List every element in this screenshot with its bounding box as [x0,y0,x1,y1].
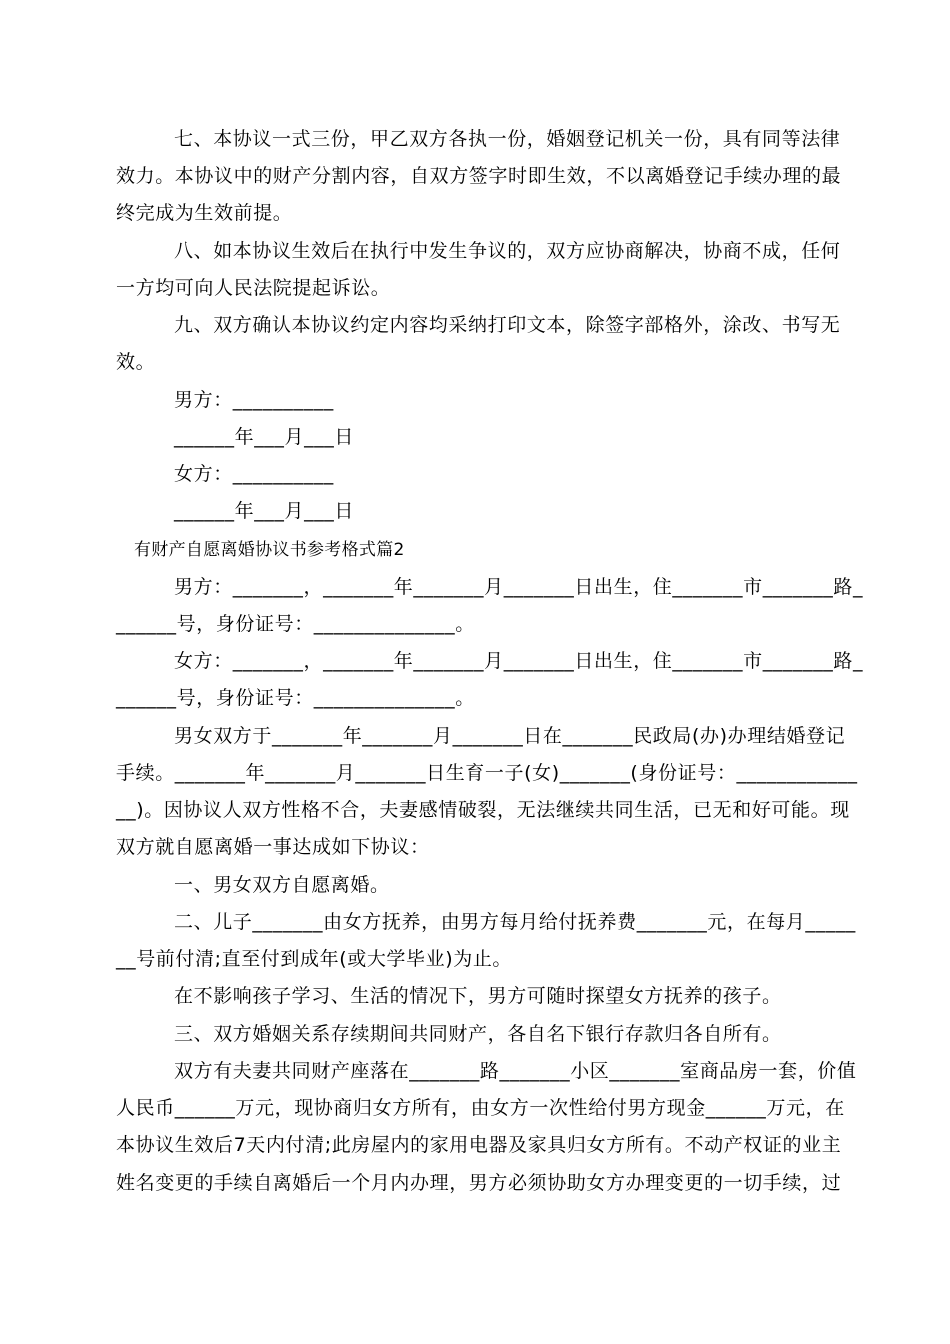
female-info-line-1: 女方：_______，_______年_______月_______日出生，住_______市_______路_ [174,650,864,672]
male-info-line-1: 男方：_______，_______年_______月_______日出生，住_______市_______路_ [174,576,864,598]
marriage-line-3: __)。因协议人双方性格不合，夫妻感情破裂，无法继续共同生活，已无和好可能。现 [116,799,850,821]
marriage-line-4: 双方就自愿离婚一事达成如下协议： [116,836,430,858]
marriage-line-1: 男女双方于_______年_______月_______日在_______民政局(办)办理结婚登记 [174,725,846,747]
clause-8-line-2: 一方均可向人民法院提起诉讼。 [116,277,391,299]
clause-9-line-1: 九、双方确认本协议约定内容均采纳打印文本，除签字部格外，涂改、书写无 [174,314,841,336]
clause-7-line-3: 终完成为生效前提。 [116,202,293,224]
clause-8-line-1: 八、如本协议生效后在执行中发生争议的，双方应协商解决，协商不成，任何 [174,240,841,262]
clause-7-line-1: 七、本协议一式三份，甲乙双方各执一份，婚姻登记机关一份，具有同等法律 [174,128,841,150]
article-1: 一、男女双方自愿离婚。 [174,874,390,896]
female-info-line-2: ______号，身份证号：______________。 [116,687,475,709]
female-date-line: ______年___月___日 [174,500,355,522]
article-2-line-1: 二、儿子_______由女方抚养，由男方每月给付抚养费_______元，在每月_____ [174,911,856,933]
article-2-line-2: __号前付清;直至付到成年(或大学毕业)为止。 [116,948,513,970]
property-line-3: 本协议生效后7天内付清;此房屋内的家用电器及家具归女方所有。不动产权证的业主 [116,1134,842,1156]
male-date-line: ______年___月___日 [174,426,355,448]
visitation-line: 在不影响孩子学习、生活的情况下，男方可随时探望女方抚养的孩子。 [174,985,782,1007]
clause-7-line-2: 效力。本协议中的财产分割内容，自双方签字时即生效，不以离婚登记手续办理的最 [116,165,842,187]
female-signature-line: 女方：__________ [174,463,334,485]
male-signature-line: 男方：__________ [174,389,334,411]
section-title: 有财产自愿离婚协议书参考格式篇2 [134,540,405,560]
marriage-line-2: 手续。_______年_______月_______日生育一子(女)_______(身份证号：____________ [116,762,858,784]
clause-9-line-2: 效。 [116,351,156,373]
article-3-line: 三、双方婚姻关系存续期间共同财产，各自名下银行存款归各自所有。 [174,1023,782,1045]
property-line-4: 姓名变更的手续自离婚后一个月内办理，男方必须协助女方办理变更的一切手续，过 [116,1172,842,1194]
property-line-1: 双方有夫妻共同财产座落在_______路_______小区_______室商品房一套，价值 [174,1060,857,1082]
property-line-2: 人民币______万元，现协商归女方所有，由女方一次性给付男方现金______万元，在 [116,1097,845,1119]
male-info-line-2: ______号，身份证号：______________。 [116,613,475,635]
